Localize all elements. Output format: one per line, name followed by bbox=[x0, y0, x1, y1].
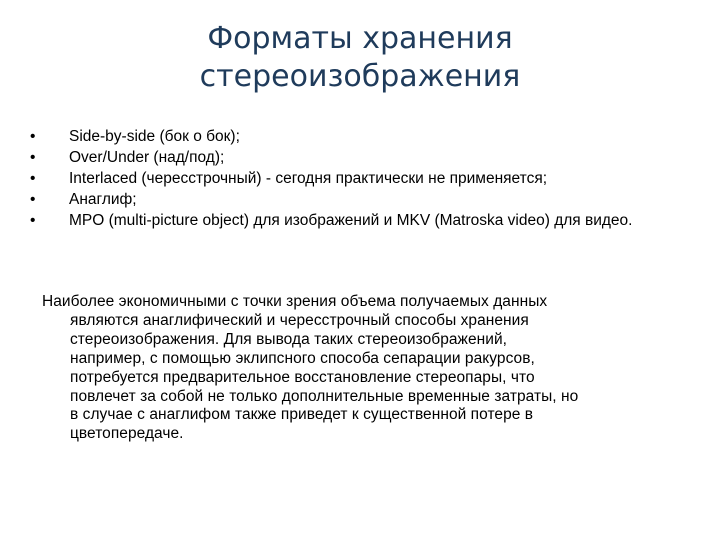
summary-paragraph bbox=[42, 293, 674, 444]
bullet-icon: • bbox=[30, 149, 36, 166]
paragraph-line: Наиболее экономичными с точки зрения объема получаемых данных bbox=[42, 293, 548, 310]
bullet-icon: • bbox=[30, 191, 36, 208]
paragraph-line: являются анаглифический и чересстрочный способы хранения bbox=[70, 311, 529, 329]
bullet-icon: • bbox=[30, 212, 36, 229]
bullet-text: Анаглиф; bbox=[69, 191, 137, 208]
bullet-item-mpo-mkv bbox=[30, 210, 670, 231]
bullet-item-anaglyph bbox=[30, 189, 670, 210]
bullet-text: Interlaced (чересстрочный) - сегодня практически не применяется; bbox=[69, 170, 548, 187]
paragraph-line: например, с помощью эклипсного способа сепарации ракурсов, bbox=[70, 349, 535, 367]
bullet-icon: • bbox=[30, 170, 36, 187]
bullet-item-over-under bbox=[30, 147, 670, 168]
paragraph-line: цветопередаче. bbox=[70, 425, 184, 443]
slide-title-line-2: стереоизображения bbox=[199, 59, 521, 95]
bullet-icon: • bbox=[30, 128, 36, 145]
paragraph-line: стереоизображения. Для вывода таких стереоизображений, bbox=[70, 330, 508, 348]
bullet-text: MPO (multi-picture object) для изображений и MKV (Matroska video) для видео. bbox=[69, 212, 633, 229]
paragraph-line: потребуется предварительное восстановление стереопары, что bbox=[70, 368, 535, 386]
bullet-text: Over/Under (над/под); bbox=[69, 149, 225, 166]
bullet-text: Side-by-side (бок о бок); bbox=[69, 128, 240, 145]
bullet-item-side-by-side bbox=[30, 126, 670, 147]
format-bullet-list bbox=[30, 126, 670, 231]
slide-title-line-1: Форматы хранения bbox=[207, 21, 513, 56]
paragraph-line: в случае с анаглифом также приведет к существенной потере в bbox=[70, 406, 534, 424]
slide-title bbox=[120, 20, 600, 97]
paragraph-line: повлечет за собой не только дополнительные временные затраты, но bbox=[70, 387, 579, 405]
bullet-item-interlaced bbox=[30, 168, 670, 189]
